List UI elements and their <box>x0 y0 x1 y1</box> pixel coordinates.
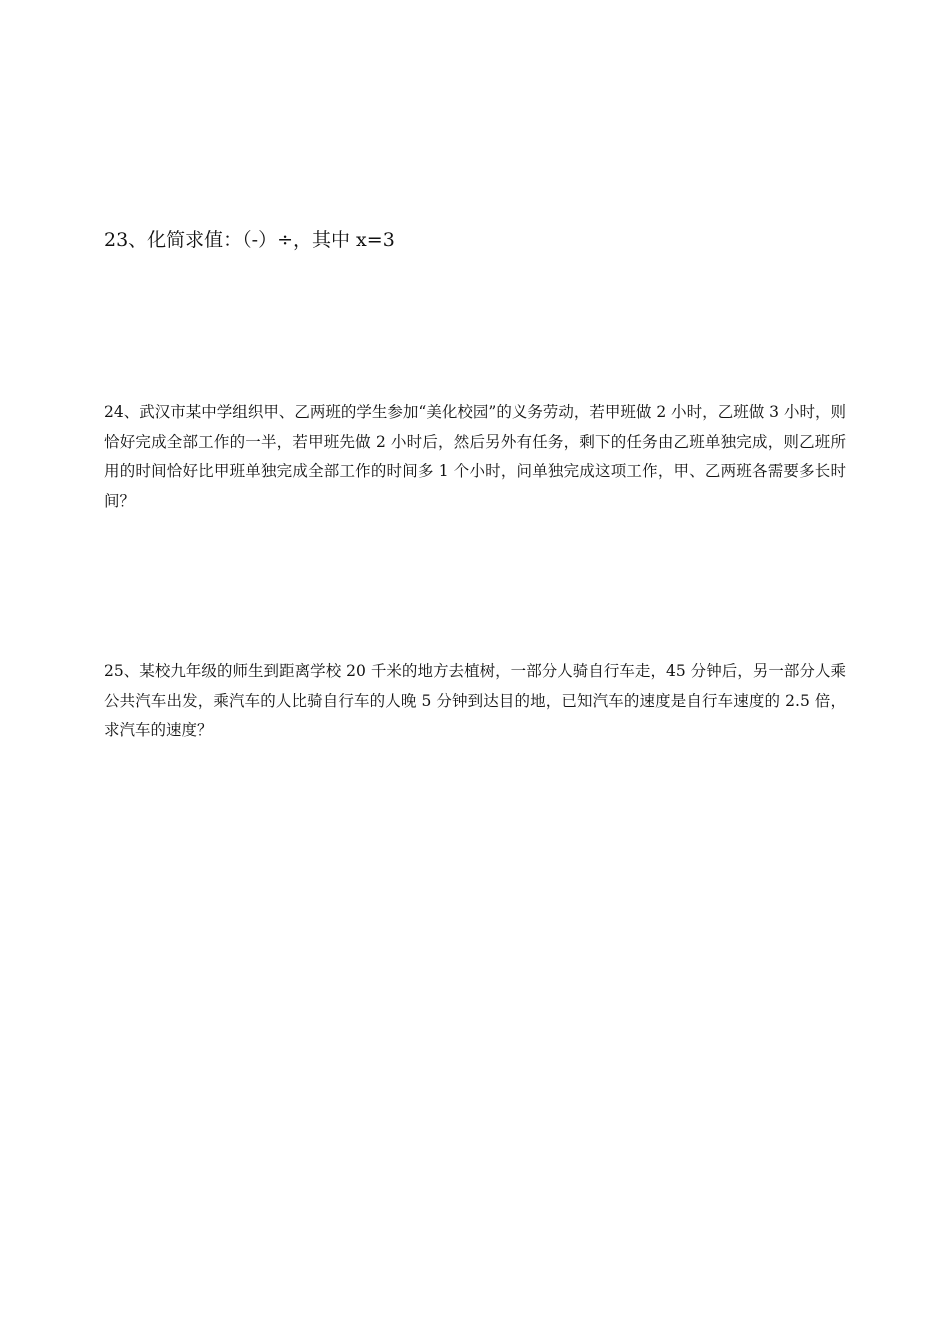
question-25: 25、某校九年级的师生到距离学校 20 千米的地方去植树，一部分人骑自行车走，45 分钟后，另一部分人乘公共汽车出发，乘汽车的人比骑自行车的人晚 5 分钟到达目的地，已知汽车的速度是自行车速度的 2.5 倍，求汽车的速度？ <box>104 662 846 739</box>
question-23: 23、化简求值：（-）÷，其中 x=3 <box>104 229 395 251</box>
question-24: 24、武汉市某中学组织甲、乙两班的学生参加“美化校园”的义务劳动，若甲班做 2 小时，乙班做 3 小时，则恰好完成全部工作的一半，若甲班先做 2 小时后，然后另外有任务，剩下的任务由乙班单独完成，则乙班所用的时间恰好比甲班单独完成全部工作的时间多 1 个小时，问单独完成这项工作，甲、乙两班各需要多长时间？ <box>104 403 846 510</box>
